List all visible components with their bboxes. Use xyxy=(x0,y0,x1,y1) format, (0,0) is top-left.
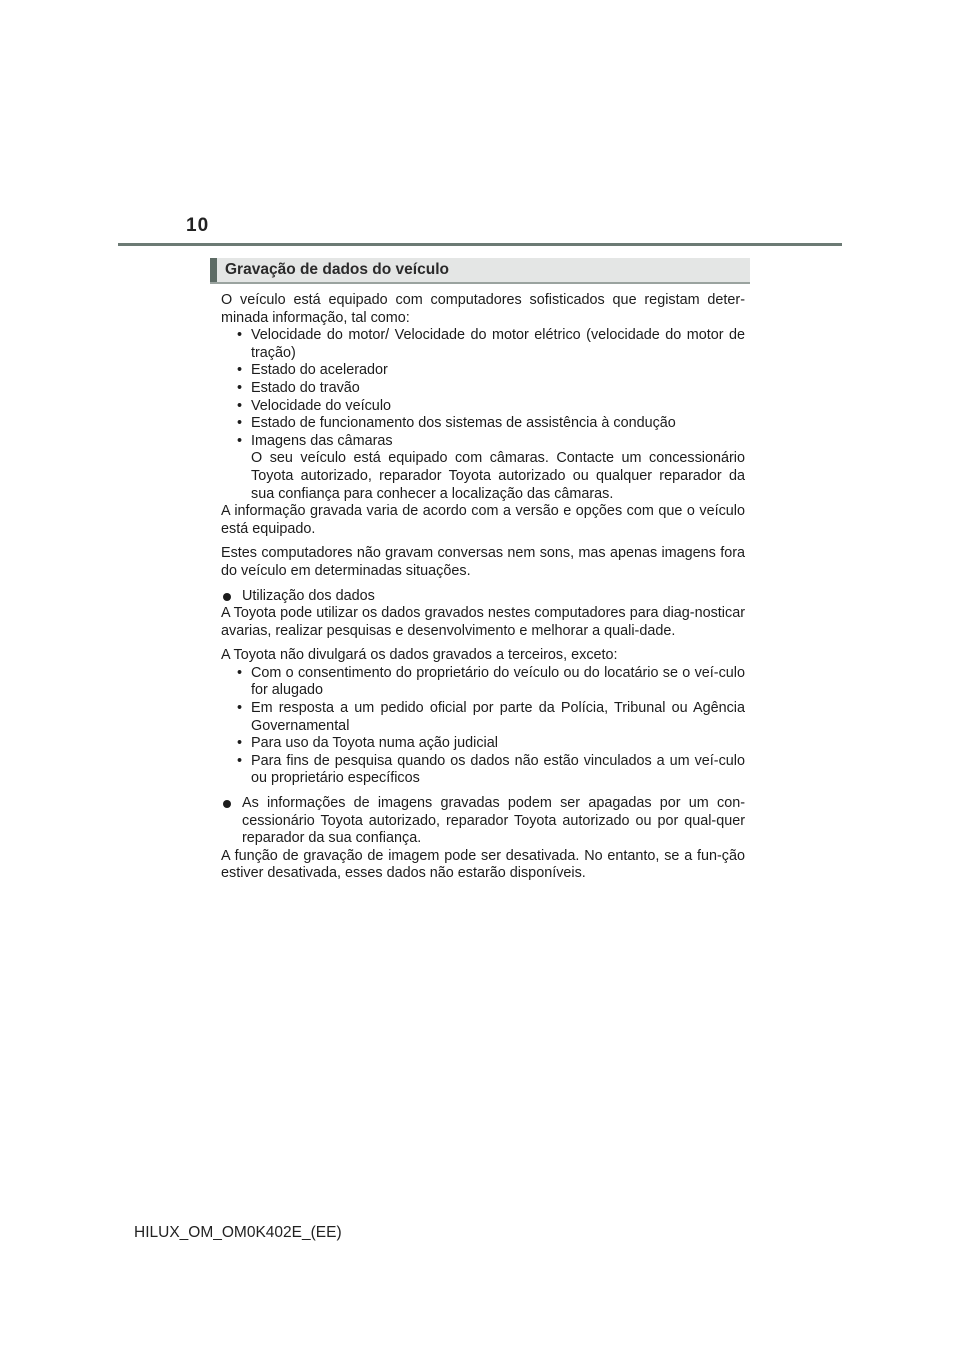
list-item: • Velocidade do motor/ Velocidade do motor elétrico (velocidade do motor de tração) xyxy=(237,327,745,361)
document-code-footer: HILUX_OM_OM0K402E_(EE) xyxy=(134,1224,342,1241)
disclosure-exceptions-list xyxy=(221,665,745,788)
disclosure-intro: A Toyota não divulgará os dados gravados a terceiros, exceto: xyxy=(221,647,618,664)
variation-paragraph: A informação gravada varia de acordo com a versão e opções com que o veículo está equipado. xyxy=(221,503,745,537)
list-item: • Com o consentimento do proprietário do veículo ou do locatário se o veí-culo for alugado xyxy=(237,664,745,699)
deactivate-paragraph: A função de gravação de imagem pode ser desativada. No entanto, se a fun-ção estiver desativada, esses dados não estarão disponíveis. xyxy=(221,847,745,882)
list-item: • Para fins de pesquisa quando os dados não estão vinculados a um veí-culo ou proprietário específicos xyxy=(237,752,745,787)
bullet-disc-icon xyxy=(223,800,231,808)
list-item: • Estado do travão xyxy=(237,379,360,396)
list-item: • Estado do acelerador xyxy=(237,362,388,379)
usage-paragraph: A Toyota pode utilizar os dados gravados nestes computadores para diag-nosticar avarias, realizar pesquisas e desenvolvimento e melhorar a quali-dade. xyxy=(221,605,745,639)
image-erase-paragraph: As informações de imagens gravadas podem ser apagadas por um con-cessionário Toyota autorizado, reparador Toyota autorizado ou por qual-quer reparador da sua confiança. xyxy=(242,795,745,847)
bullet-icon: • xyxy=(237,415,243,432)
list-item: • Em resposta a um pedido oficial por parte da Polícia, Tribunal ou Agência Governamental xyxy=(237,700,745,734)
bullet-icon: • xyxy=(237,397,243,414)
list-item: • Imagens das câmaras O seu veículo está equipado com câmaras. Contacte um concessionário Toyota autorizado, reparador Toyota autorizado ou qualquer reparador da sua confiança para conhecer a localização das câmaras. xyxy=(237,432,745,502)
bullet-icon: • xyxy=(237,379,243,396)
bullet-icon: • xyxy=(237,362,243,379)
bullet-icon: • xyxy=(237,700,243,717)
header-rule xyxy=(118,243,842,246)
list-item: • Para uso da Toyota numa ação judicial xyxy=(237,735,498,752)
list-item: • Estado de funcionamento dos sistemas de assistência à condução xyxy=(237,415,676,432)
camera-note: O seu veículo está equipado com câmaras. Contacte um concessionário Toyota autorizado, reparador Toyota autorizado ou qualquer reparador da sua confiança para conhecer a localização das câmaras. xyxy=(251,450,745,502)
list-item: • Velocidade do veículo xyxy=(237,397,392,414)
page-number: 10 xyxy=(186,215,210,236)
section-title: Gravação de dados do veículo xyxy=(225,261,449,278)
bullet-disc-icon xyxy=(223,593,231,601)
section-body xyxy=(221,292,745,883)
section-heading xyxy=(210,258,750,284)
bullet-icon: • xyxy=(237,752,243,769)
bullet-icon: • xyxy=(237,432,243,449)
no-sound-paragraph: Estes computadores não gravam conversas nem sons, mas apenas imagens fora do veículo em determinadas situações. xyxy=(221,545,745,579)
recorded-data-list xyxy=(221,327,745,503)
bullet-icon: • xyxy=(237,664,243,681)
bullet-icon: • xyxy=(237,327,243,344)
section-heading-accent-bar xyxy=(210,258,217,282)
image-erase-row xyxy=(221,795,745,848)
usage-heading: Utilização dos dados xyxy=(242,587,375,604)
bullet-icon: • xyxy=(237,735,243,752)
usage-heading-row xyxy=(221,588,745,606)
intro-paragraph: O veículo está equipado com computadores sofisticados que registam deter-minada informação, tal como: xyxy=(221,292,745,326)
